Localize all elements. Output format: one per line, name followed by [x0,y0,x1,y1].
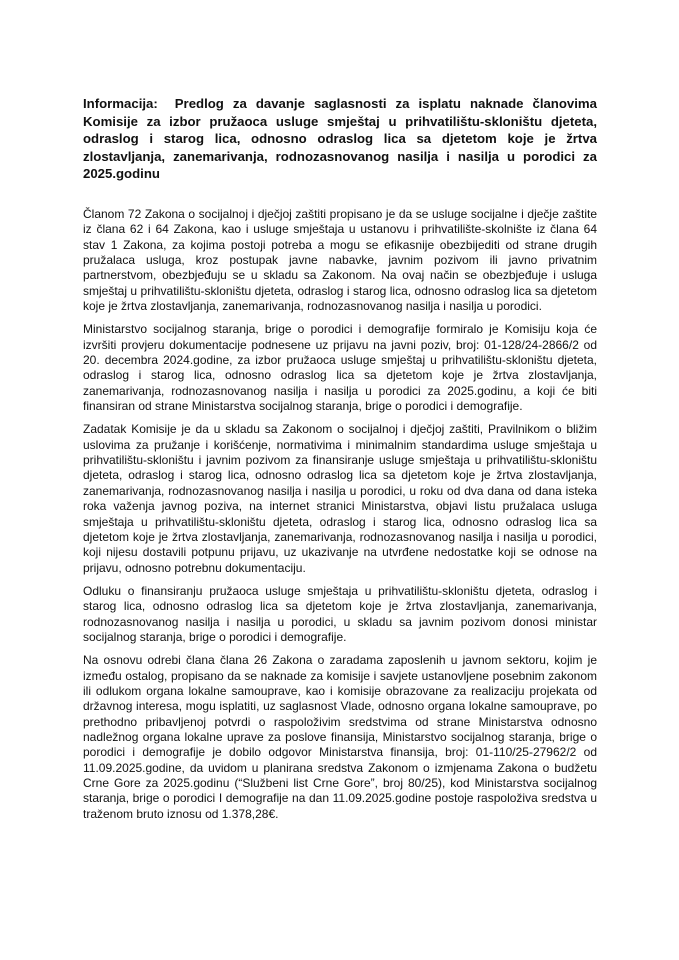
title-text: Predlog za davanje saglasnosti za isplatu naknade članovima Komisije za izbor pružaoca usluge smještaj u prihvatilištu-skloništu djeteta, odraslog i starog lica, odnosno odraslog lica sa djetetom koje je žrtva zlostavljanja, zanemarivanja, rodnozasnovanog nasilja i nasilja u porodici za 2025.godinu [83,96,597,182]
paragraph: Članom 72 Zakona o socijalnoj i dječjoj zaštiti propisano je da se usluge socijalne i dječje zaštite iz člana 62 i 64 Zakona, kao i usluge smještaja u ustanovu i prihvatilište-skolnište iz člana 64 stav 1 Zakona, za kojima postoji potreba a mogu se efikasnije obezbijediti od strane drugih pružalaca usluga, kroz postupak javne nabavke, javnim pozivom ili javno privatnim partnerstvom, obezbjeđuju se u skladu sa Zakonom. Na ovaj način se obezbjeđuje i usluga smještaj u prihvatilištu-skloništu djeteta, odraslog i starog lica, odnosno odraslog lica sa djetetom koje je žrtva zlostavljanja, zanemarivanja, rodnozasnovanog nasilja i nasilja u porodici. [83,206,597,314]
paragraph: Odluku o finansiranju pružaoca usluge smještaja u prihvatilištu-skloništu djeteta, odraslog i starog lica, odnosno odraslog lica sa djetetom koje je žrtva zlostavljanja, zanemarivanja, rodnozasnovanog nasilja i nasilja u porodici, u skladu sa javnim pozivom donosi ministar socijalnog staranja, brige o porodici i demografije. [83,583,597,644]
paragraph: Zadatak Komisije je da u skladu sa Zakonom o socijalnoj i dječjoj zaštiti, Pravilnikom o bližim uslovima za pružanje i korišćenje, normativima i minimalnim standardima usluge smještaja u prihvatilištu-skloništu i javnim pozivom za finansiranje usluge smještaja u prihvatilištu-skloništu djeteta, odraslog i starog lica, odnosno odraslog lica sa djetetom koje je žrtva zlostavljanja, zanemarivanja, rodnozasnovanog nasilja i nasilja u porodici, u roku od dva dana od dana isteka roka važenja javnog poziva, na internet stranici Ministarstva, objavi listu pružalaca usluga smještaja u prihvatilištu-skloništu djeteta, odraslog i starog lica, odnosno odraslog lica sa djetetom koje je žrtva zlostavljanja, zanemarivanja, rodnozasnovanog nasilja i nasilja u porodici, koji nijesu dostavili potpunu prijavu, uz ukazivanje na utvrđene nedostatke koji se odnose na prijavu, odnosno potrebnu dokumentaciju. [83,422,597,575]
paragraph: Ministarstvo socijalnog staranja, brige o porodici i demografije formiralo je Komisiju koja će izvršiti provjeru dokumentacije podnesene uz prijavu na javni poziv, broj: 01-128/24-2866/2 od 20. decembra 2024.godine, za izbor pružaoca usluge smještaj u prihvatilištu-skloništu djeteta, odraslog i starog lica, odnosno odraslog lica sa djetetom koje je žrtva zlostavljanja, zanemarivanja, rodnozasnovanog nasilja i nasilja u porodici za 2025.godinu, a koji će biti finansiran od strane Ministarstva socijalnog staranja, brige o porodici i demografije. [83,322,597,414]
document-title [83,95,597,183]
document-page [83,95,597,830]
paragraph: Na osnovu odrebi člana člana 26 Zakona o zaradama zaposlenih u javnom sektoru, kojim je između ostalog, propisano da se naknade za komisije i savjete ustanovljene posebnim zakonom ili odlukom organa lokalne samouprave, kao i komisije obrazovane za realizaciju projekata od državnog interesa, mogu isplatiti, uz saglasnost Vlade, odnosno organa lokalne samouprave, po prethodno pribavljenoj potvrdi o raspoloživim sredstvima od strane Ministarstva odnosno nadležnog organa lokalne uprave za poslove finansija, Ministarstvo socijalnog staranja, brige o porodici i demografije je dobilo odgovor Ministarstva finansija, broj: 01-110/25-27962/2 od 11.09.2025.godine, da uvidom u planirana sredstva Zakonom o izmjenama Zakona o budžetu Crne Gore za 2025.godinu (“Službeni list Crne Gore”, broj 80/25), kod Ministarstva socijalnog staranja, brige o porodici I demografije na dan 11.09.2025.godine postoje raspoloživa sredstva u traženom bruto iznosu od 1.378,28€. [83,653,597,821]
title-label: Informacija: [83,96,158,111]
